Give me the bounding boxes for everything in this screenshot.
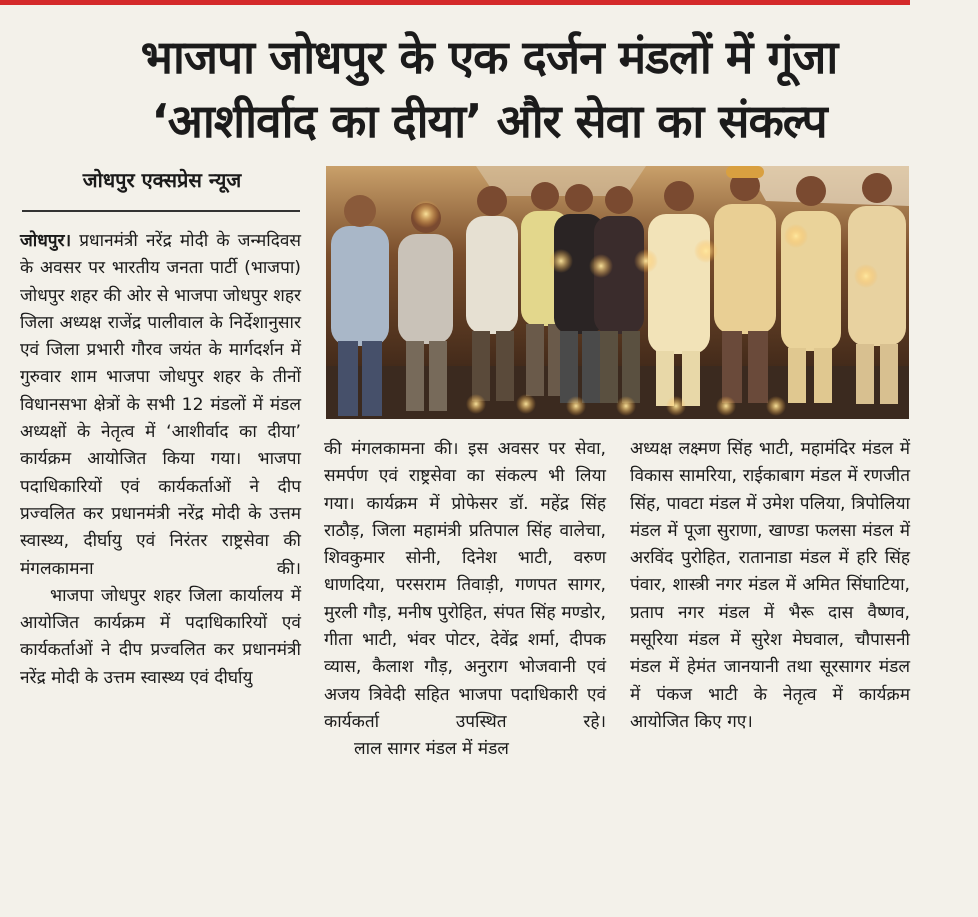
- top-accent-bar: [0, 0, 910, 5]
- next-article-cropped: [0, 896, 978, 917]
- article-paragraph: अध्यक्ष लक्ष्मण सिंह भाटी, महामंदिर मंडल में विकास सामरिया, राईकाबाग मंडल में रणजीत सिंह, पावटा मंडल में उमेश पलिया, त्रिपोलिया मंडल में पूजा सुराणा, खाण्डा फलसा मंडल में अरविंद पुरोहित, रातानाडा मंडल में हरि सिंह पंवार, शास्त्री नगर मंडल में अमित सिंघाटिया, प्रताप नगर मंडल में भैरू दास वैष्णव, मसूरिया मंडल में सुरेश मेघवाल, चौपासनी मंडल में हेमंत जानयानी तथा सूरसागर मंडल में पंकज भाटी के नेतृत्व में कार्यक्रम आयोजित किए गए।: [630, 439, 910, 732]
- paragraph-text: प्रधानमंत्री नरेंद्र मोदी के जन्मदिवस के अवसर पर भारतीय जनता पार्टी (भाजपा) जोधपुर शहर की ओर से भाजपा जोधपुर शहर जिला अध्यक्ष राजेंद्र पालीवाल के निर्देशानुसार एवं जिला प्रभारी गौरव जयंत के मार्गदर्शन में गुरुवार शाम भाजपा जोधपुर शहर के तीनों विधानसभा क्षेत्रों के सभी 12 मंडलों में मंडल अध्यक्षों के नेतृत्व में ‘आशीर्वाद का दीया’ कार्यक्रम आयोजित किया गया। भाजपा पदाधिकारियों एवं कार्यकर्ताओं ने दीप प्रज्वलित कर प्रधानमंत्री नरेंद्र मोदी के उत्तम स्वास्थ्य, दीर्घायु एवं निरंतर राष्ट्रसेवा की मंगलकामना की।: [20, 231, 301, 579]
- article-column-3: [630, 436, 910, 736]
- headline-line-1: भाजपा जोधपुर के एक दर्जन मंडलों में गूंजा: [140, 30, 838, 84]
- news-photo: [326, 166, 909, 419]
- dateline: जोधपुर।: [20, 231, 72, 251]
- article-column-1: [20, 228, 301, 692]
- byline: जोधपुर एक्सप्रेस न्यूज: [82, 168, 242, 192]
- photo-illustration: [326, 166, 909, 419]
- article-paragraph: भाजपा जोधपुर शहर जिला कार्यालय में आयोजित कार्यक्रम में पदाधिकारियों एवं कार्यकर्ताओं ने दीप प्रज्वलित कर प्रधानमंत्री नरेंद्र मोदी के उत्तम स्वास्थ्य एवं दीर्घायु: [20, 585, 301, 688]
- article-paragraph: लाल सागर मंडल में मंडल: [354, 739, 509, 760]
- article-paragraph: [20, 228, 301, 583]
- headline-line-2: ‘आशीर्वाद का दीया’ और सेवा का संकल्प: [151, 94, 827, 148]
- byline-divider: [22, 210, 300, 212]
- article-paragraph: की मंगलकामना की। इस अवसर पर सेवा, समर्पण एवं राष्ट्रसेवा का संकल्प भी लिया गया। कार्यक्रम में प्रोफेसर डॉ. महेंद्र सिंह राठौड़, जिला महामंत्री प्रतिपाल सिंह वालेचा, शिवकुमार सोनी, दिनेश भाटी, वरुण धाणदिया, परसराम तिवाड़ी, गणपत सागर, मुरली गौड़, मनीष पुरोहित, संपत सिंह मण्डोर, गीता भाटी, भंवर पोटर, देवेंद्र शर्मा, दीपक व्यास, कैलाश गौड़, अनुराग भोजवानी एवं अजय त्रिवेदी सहित भाजपा पदाधिकारी एवं कार्यकर्ता उपस्थित रहे।: [324, 439, 606, 732]
- article-column-2: [324, 436, 606, 764]
